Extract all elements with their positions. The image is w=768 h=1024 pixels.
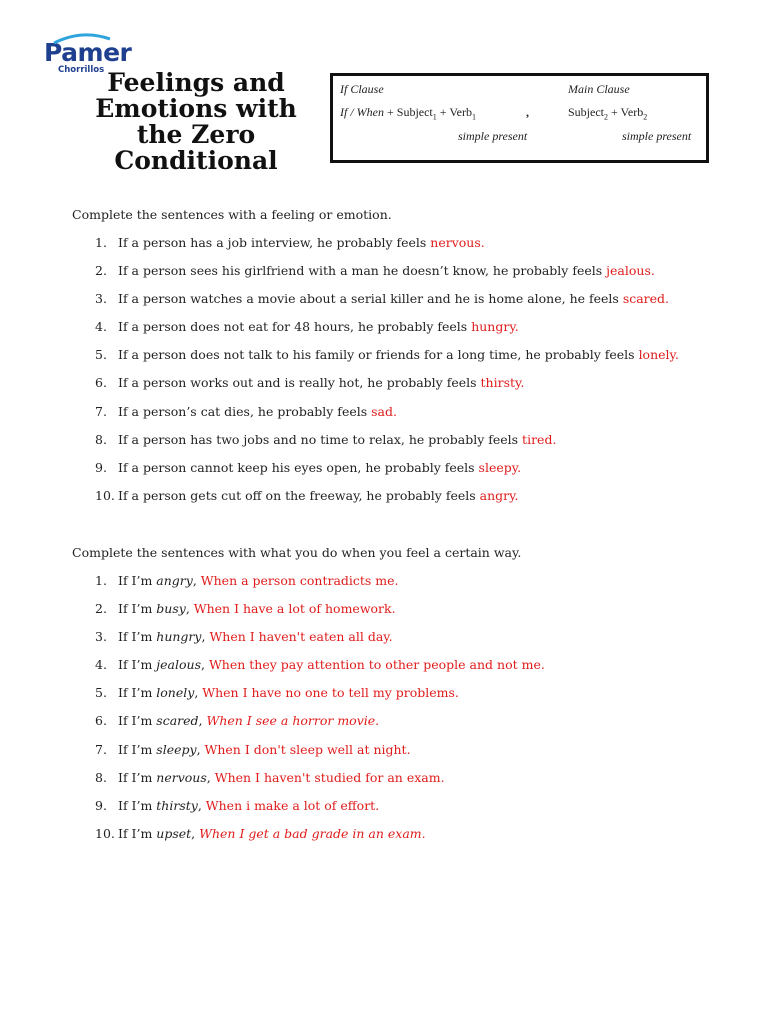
section1-list [95, 235, 679, 516]
item-number: 9. [95, 797, 107, 813]
answer-text: sleepy. [478, 459, 522, 475]
answer-text: tired. [522, 431, 557, 447]
section2-list [95, 573, 545, 854]
item-number: 1. [95, 573, 107, 588]
subject-text: Subject [568, 105, 604, 119]
item-number: 7. [95, 741, 107, 757]
sentence-text: If a person’s cat dies, he probably feels [118, 403, 372, 419]
title-line: the Zero [136, 120, 256, 149]
if-clause-formula [340, 105, 476, 121]
answer-text: When I haven't eaten all day. [209, 629, 393, 645]
section2-instruction: Complete the sentences with what you do when you feel a certain way. [72, 545, 522, 560]
feeling-word: hungry [156, 629, 202, 645]
verb-text: + Verb [436, 105, 472, 119]
sentence-text: If a person watches a movie about a serial killer and he is home alone, he feels [118, 291, 623, 307]
page-title [86, 70, 306, 174]
title-line: Emotions with [95, 94, 297, 123]
item-number: 6. [95, 375, 107, 391]
sentence-text: If a person has two jobs and no time to relax, he probably feels [118, 431, 523, 447]
item-number: 3. [95, 629, 107, 645]
answer-text: When i make a lot of effort. [205, 797, 380, 813]
answer-text: lonely. [638, 347, 679, 363]
item-number: 1. [95, 235, 107, 250]
answer-text: angry. [479, 487, 519, 503]
feeling-word: busy [156, 601, 186, 617]
list-item [95, 375, 679, 403]
list-item [95, 460, 679, 488]
sentence-text: If a person does not talk to his family or friends for a long time, he probably feels [118, 347, 639, 363]
sentence-text: If a person does not eat for 48 hours, he probably feels [118, 319, 472, 335]
logo-subtitle: Chorrillos [58, 65, 105, 75]
answer-text: When I don't sleep well at night. [204, 741, 411, 757]
item-number: 7. [95, 403, 107, 419]
item-number: 4. [95, 657, 107, 673]
answer-text: When they pay attention to other people and not me. [208, 657, 545, 673]
comma: , [198, 713, 207, 729]
sentence-prefix: If I’m [118, 629, 157, 645]
feeling-word: thirsty [156, 797, 198, 813]
if-clause-label: If Clause [340, 82, 384, 96]
item-number: 8. [95, 769, 107, 785]
list-item [95, 347, 679, 375]
comma: , [192, 573, 201, 588]
tense-note: simple present [622, 129, 692, 143]
list-item [95, 713, 545, 741]
answer-text: thirsty. [480, 375, 525, 391]
title-line: Feelings and [107, 68, 285, 97]
comma: , [201, 629, 210, 645]
answer-text: When I have no one to tell my problems. [202, 685, 459, 701]
item-number: 10. [95, 825, 115, 841]
sentence-prefix: If I’m [118, 769, 157, 785]
item-number: 10. [95, 487, 115, 503]
item-number: 3. [95, 291, 107, 307]
feeling-word: sleepy [156, 741, 197, 757]
item-number: 2. [95, 601, 107, 617]
logo-swoosh-icon [52, 33, 112, 45]
list-item [95, 629, 545, 657]
sentence-prefix: If I’m [118, 825, 157, 841]
list-item [95, 798, 545, 826]
logo-name: Pamer [44, 38, 132, 67]
list-item [95, 770, 545, 798]
list-item [95, 432, 679, 460]
list-item [95, 573, 545, 601]
sentence-text: If a person gets cut off on the freeway, he probably feels [118, 487, 480, 503]
sentence-prefix: If I’m [118, 573, 157, 588]
list-item [95, 319, 679, 347]
feeling-word: jealous [156, 657, 201, 673]
comma: , [194, 685, 203, 701]
title-line: Conditional [114, 146, 278, 175]
subscript: 2 [643, 112, 648, 122]
comma: , [206, 769, 215, 785]
answer-text: When I see a horror movie. [206, 713, 380, 729]
list-item [95, 263, 679, 291]
list-item [95, 235, 679, 263]
answer-text: nervous. [430, 235, 485, 250]
comma: , [196, 741, 205, 757]
subscript: 1 [432, 112, 437, 122]
item-number: 2. [95, 263, 107, 279]
subscript: 1 [471, 112, 476, 122]
sentence-prefix: If I’m [118, 601, 157, 617]
feeling-word: nervous [156, 769, 207, 785]
list-item [95, 657, 545, 685]
main-clause-label: Main Clause [568, 82, 630, 96]
sentence-text: If a person cannot keep his eyes open, he probably feels [118, 459, 479, 475]
zero-conditional-formula-box [330, 73, 709, 163]
comma: , [197, 797, 206, 813]
comma: , [191, 825, 200, 841]
answer-text: sad. [371, 403, 397, 419]
feeling-word: scared [156, 713, 199, 729]
comma: , [185, 601, 194, 617]
feeling-word: upset [156, 825, 192, 841]
item-number: 9. [95, 459, 107, 475]
item-number: 5. [95, 347, 107, 363]
tense-note: simple present [458, 129, 528, 143]
feeling-word: angry [156, 573, 193, 588]
answer-text: When I haven't studied for an exam. [214, 769, 445, 785]
answer-text: scared. [622, 291, 670, 307]
list-item [95, 404, 679, 432]
main-clause-formula [568, 105, 647, 121]
answer-text: hungry. [471, 319, 519, 335]
list-item [95, 488, 679, 516]
formula-comma: , [526, 105, 529, 119]
answer-text: When I have a lot of homework. [193, 601, 396, 617]
comma: , [201, 657, 209, 673]
item-number: 8. [95, 431, 107, 447]
sentence-prefix: If I’m [118, 685, 157, 701]
sentence-text: If a person works out and is really hot, he probably feels [118, 375, 481, 391]
item-number: 4. [95, 319, 107, 335]
item-number: 5. [95, 685, 107, 701]
sentence-prefix: If I’m [118, 741, 157, 757]
item-number: 6. [95, 713, 107, 729]
list-item [95, 291, 679, 319]
list-item [95, 601, 545, 629]
subscript: 2 [604, 112, 608, 122]
subject-text: + Subject [384, 105, 433, 119]
list-item [95, 742, 545, 770]
answer-text: When I get a bad grade in an exam. [199, 825, 426, 841]
sentence-prefix: If I’m [118, 713, 157, 729]
sentence-text: If a person has a job interview, he probably feels [118, 235, 431, 250]
answer-text: When a person contradicts me. [200, 573, 399, 588]
sentence-text: If a person sees his girlfriend with a man he doesn’t know, he probably feels [118, 263, 607, 279]
feeling-word: lonely [156, 685, 195, 701]
sentence-prefix: If I’m [118, 797, 157, 813]
verb-text: + Verb [608, 105, 644, 119]
sentence-prefix: If I’m [118, 657, 157, 673]
if-when-text: If / When [340, 105, 384, 119]
section1-instruction: Complete the sentences with a feeling or emotion. [72, 207, 392, 222]
list-item [95, 685, 545, 713]
list-item [95, 826, 545, 854]
answer-text: jealous. [606, 263, 655, 279]
